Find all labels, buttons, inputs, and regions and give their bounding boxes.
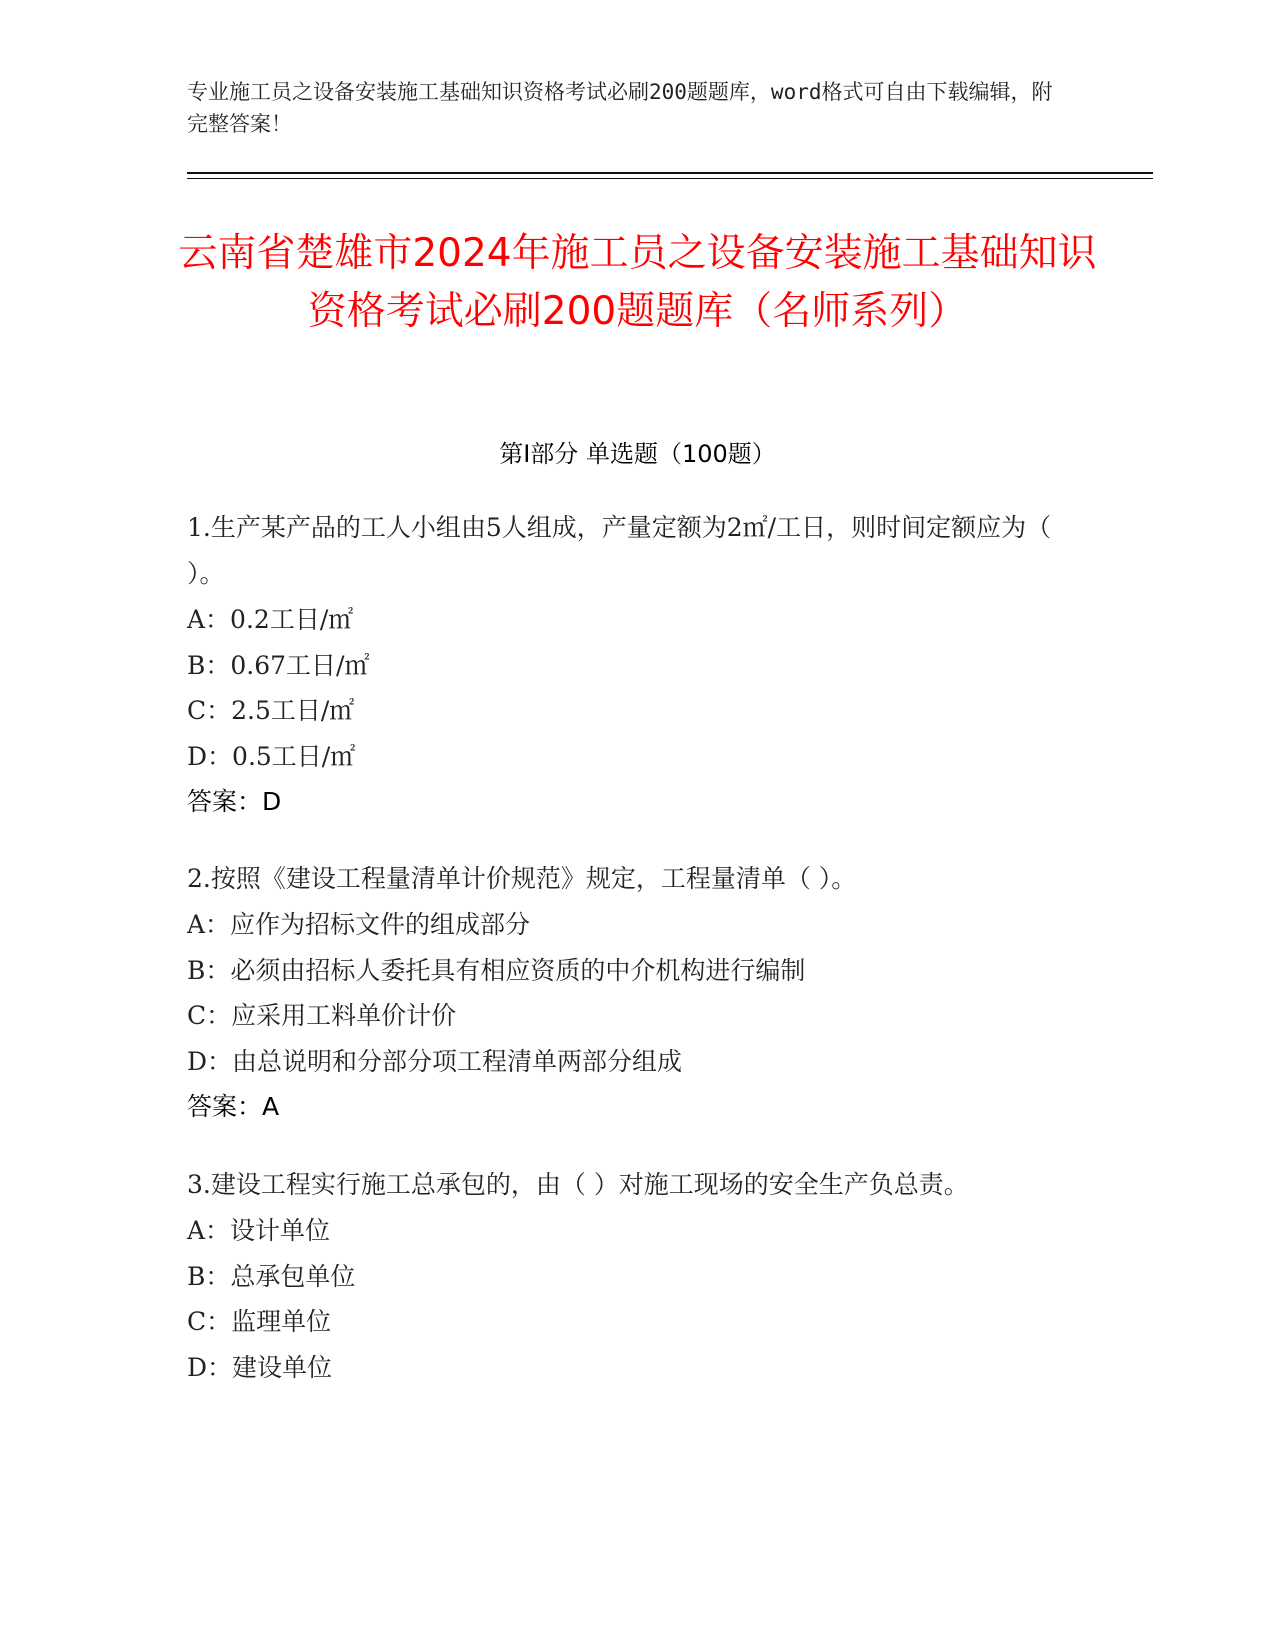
section-heading: 第I部分 单选题（100题）	[499, 440, 776, 468]
question-3	[187, 1162, 1067, 1390]
question-stem: 2.按照《建设工程量清单计价规范》规定，工程量清单（ ）。	[187, 864, 857, 893]
option-b: B：0.67工日/㎡	[187, 650, 370, 680]
option-c: C：2.5工日/㎡	[187, 696, 355, 725]
answer: 答案：A	[187, 1092, 280, 1121]
question-2	[187, 856, 1067, 1130]
question-stem: 3.建设工程实行施工总承包的，由（ ）对施工现场的安全生产负总责。	[187, 1170, 969, 1199]
question-stem: 1.生产某产品的工人小组由5人组成，产量定额为2㎡/工日，则时间定额应为（ ）。	[187, 513, 1052, 588]
question-1	[187, 505, 1067, 825]
option-c: C：监理单位	[187, 1307, 332, 1336]
option-c: C：应采用工料单价计价	[187, 1001, 457, 1030]
option-d: D：0.5工日/㎡	[187, 741, 356, 771]
option-a: A：应作为招标文件的组成部分	[187, 910, 531, 939]
header-divider-thin	[187, 178, 1153, 179]
option-d: D：由总说明和分部分项工程清单两部分组成	[187, 1046, 683, 1076]
option-a: A：设计单位	[187, 1216, 331, 1245]
option-d: D：建设单位	[187, 1352, 333, 1382]
answer: 答案：D	[187, 787, 282, 816]
header-note: 专业施工员之设备安装施工基础知识资格考试必刷200题题库，word格式可自由下载编辑，附完整答案！	[187, 80, 1053, 136]
option-b: B：总承包单位	[187, 1261, 356, 1291]
document-title: 云南省楚雄市2024年施工员之设备安装施工基础知识资格考试必刷200题题库（名师系列）	[178, 231, 1097, 334]
header-divider-thick	[187, 172, 1153, 174]
option-a: A：0.2工日/㎡	[187, 605, 354, 634]
option-b: B：必须由招标人委托具有相应资质的中介机构进行编制	[187, 955, 806, 985]
